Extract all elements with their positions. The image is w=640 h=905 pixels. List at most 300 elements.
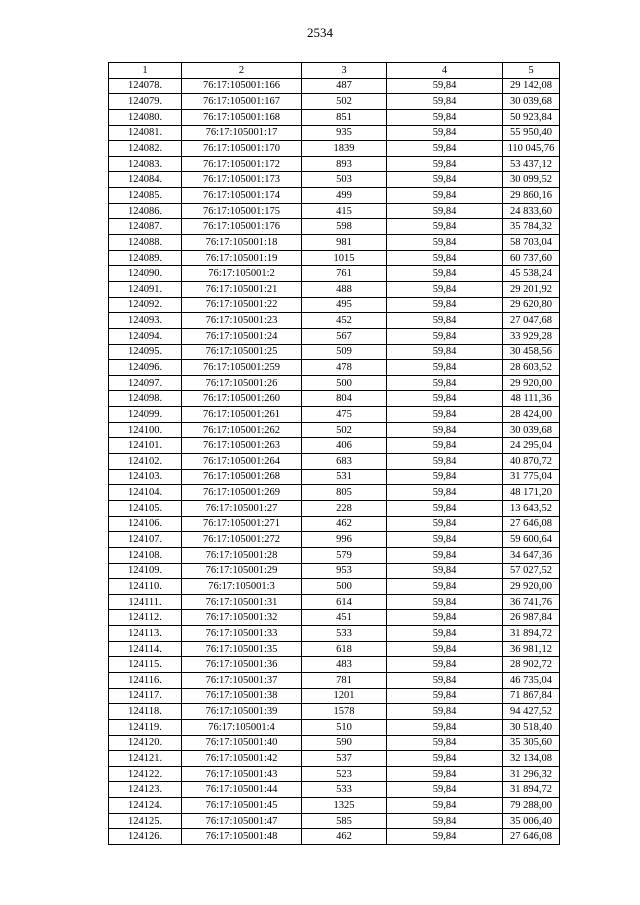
table-row	[109, 250, 560, 266]
row-number-cell: 124105.	[109, 500, 182, 516]
row-number-cell: 124118.	[109, 704, 182, 720]
row-number-cell: 124080.	[109, 109, 182, 125]
column-header: 4	[387, 63, 503, 79]
area-cell: 452	[302, 313, 387, 329]
column-header: 1	[109, 63, 182, 79]
value-cell: 50 923,84	[503, 109, 560, 125]
row-number-cell: 124100.	[109, 422, 182, 438]
value-cell: 36 741,76	[503, 594, 560, 610]
cadastral-number-cell: 76:17:105001:18	[182, 235, 302, 251]
value-cell: 31 894,72	[503, 626, 560, 642]
table-row	[109, 798, 560, 814]
rate-cell: 59,84	[387, 766, 503, 782]
row-number-cell: 124104.	[109, 485, 182, 501]
cadastral-number-cell: 76:17:105001:17	[182, 125, 302, 141]
rate-cell: 59,84	[387, 469, 503, 485]
row-number-cell: 124096.	[109, 360, 182, 376]
rate-cell: 59,84	[387, 188, 503, 204]
cadastral-number-cell: 76:17:105001:45	[182, 798, 302, 814]
rate-cell: 59,84	[387, 688, 503, 704]
area-cell: 487	[302, 78, 387, 94]
table-row	[109, 532, 560, 548]
cadastral-number-cell: 76:17:105001:172	[182, 156, 302, 172]
area-cell: 1839	[302, 141, 387, 157]
table-row	[109, 547, 560, 563]
rate-cell: 59,84	[387, 813, 503, 829]
rate-cell: 59,84	[387, 375, 503, 391]
rate-cell: 59,84	[387, 829, 503, 845]
value-cell: 28 603,52	[503, 360, 560, 376]
row-number-cell: 124102.	[109, 454, 182, 470]
row-number-cell: 124107.	[109, 532, 182, 548]
table-row	[109, 500, 560, 516]
rate-cell: 59,84	[387, 360, 503, 376]
area-cell: 510	[302, 719, 387, 735]
area-cell: 495	[302, 297, 387, 313]
table-row	[109, 266, 560, 282]
rate-cell: 59,84	[387, 563, 503, 579]
rate-cell: 59,84	[387, 798, 503, 814]
value-cell: 55 950,40	[503, 125, 560, 141]
table-row	[109, 641, 560, 657]
table-row	[109, 766, 560, 782]
area-cell: 500	[302, 579, 387, 595]
area-cell: 683	[302, 454, 387, 470]
table-row	[109, 125, 560, 141]
rate-cell: 59,84	[387, 704, 503, 720]
value-cell: 29 201,92	[503, 281, 560, 297]
area-cell: 451	[302, 610, 387, 626]
rate-cell: 59,84	[387, 626, 503, 642]
row-number-cell: 124120.	[109, 735, 182, 751]
area-cell: 851	[302, 109, 387, 125]
cadastral-number-cell: 76:17:105001:3	[182, 579, 302, 595]
table-row	[109, 563, 560, 579]
area-cell: 981	[302, 235, 387, 251]
value-cell: 46 735,04	[503, 672, 560, 688]
table-row	[109, 813, 560, 829]
page-number: 2534	[307, 25, 333, 40]
rate-cell: 59,84	[387, 219, 503, 235]
rate-cell: 59,84	[387, 344, 503, 360]
table-row	[109, 109, 560, 125]
rate-cell: 59,84	[387, 235, 503, 251]
table-row	[109, 141, 560, 157]
cadastral-number-cell: 76:17:105001:43	[182, 766, 302, 782]
table-row	[109, 751, 560, 767]
row-number-cell: 124112.	[109, 610, 182, 626]
row-number-cell: 124126.	[109, 829, 182, 845]
value-cell: 57 027,52	[503, 563, 560, 579]
row-number-cell: 124082.	[109, 141, 182, 157]
cadastral-number-cell: 76:17:105001:40	[182, 735, 302, 751]
rate-cell: 59,84	[387, 109, 503, 125]
area-cell: 1201	[302, 688, 387, 704]
row-number-cell: 124092.	[109, 297, 182, 313]
row-number-cell: 124106.	[109, 516, 182, 532]
rate-cell: 59,84	[387, 672, 503, 688]
row-number-cell: 124087.	[109, 219, 182, 235]
cadastral-number-cell: 76:17:105001:35	[182, 641, 302, 657]
value-cell: 33 929,28	[503, 328, 560, 344]
rate-cell: 59,84	[387, 610, 503, 626]
rate-cell: 59,84	[387, 719, 503, 735]
row-number-cell: 124115.	[109, 657, 182, 673]
table-row	[109, 438, 560, 454]
area-cell: 935	[302, 125, 387, 141]
cadastral-number-cell: 76:17:105001:33	[182, 626, 302, 642]
rate-cell: 59,84	[387, 407, 503, 423]
value-cell: 45 538,24	[503, 266, 560, 282]
row-number-cell: 124083.	[109, 156, 182, 172]
cadastral-number-cell: 76:17:105001:48	[182, 829, 302, 845]
value-cell: 34 647,36	[503, 547, 560, 563]
table-row	[109, 391, 560, 407]
area-cell: 415	[302, 203, 387, 219]
area-cell: 585	[302, 813, 387, 829]
area-cell: 502	[302, 94, 387, 110]
table-row	[109, 610, 560, 626]
area-cell: 1578	[302, 704, 387, 720]
table-body	[109, 78, 560, 844]
area-cell: 533	[302, 626, 387, 642]
cadastral-number-cell: 76:17:105001:2	[182, 266, 302, 282]
area-cell: 805	[302, 485, 387, 501]
area-cell: 509	[302, 344, 387, 360]
value-cell: 30 099,52	[503, 172, 560, 188]
rate-cell: 59,84	[387, 485, 503, 501]
value-cell: 26 987,84	[503, 610, 560, 626]
rate-cell: 59,84	[387, 297, 503, 313]
value-cell: 31 775,04	[503, 469, 560, 485]
data-table	[108, 62, 560, 845]
row-number-cell: 124122.	[109, 766, 182, 782]
value-cell: 79 288,00	[503, 798, 560, 814]
rate-cell: 59,84	[387, 641, 503, 657]
value-cell: 35 006,40	[503, 813, 560, 829]
table-row	[109, 235, 560, 251]
cadastral-number-cell: 76:17:105001:268	[182, 469, 302, 485]
rate-cell: 59,84	[387, 266, 503, 282]
area-cell: 893	[302, 156, 387, 172]
table-row	[109, 78, 560, 94]
value-cell: 48 111,36	[503, 391, 560, 407]
value-cell: 27 646,08	[503, 829, 560, 845]
area-cell: 500	[302, 375, 387, 391]
area-cell: 523	[302, 766, 387, 782]
cadastral-number-cell: 76:17:105001:264	[182, 454, 302, 470]
cadastral-number-cell: 76:17:105001:269	[182, 485, 302, 501]
row-number-cell: 124094.	[109, 328, 182, 344]
rate-cell: 59,84	[387, 657, 503, 673]
rate-cell: 59,84	[387, 532, 503, 548]
row-number-cell: 124079.	[109, 94, 182, 110]
row-number-cell: 124099.	[109, 407, 182, 423]
row-number-cell: 124121.	[109, 751, 182, 767]
table-header-row	[109, 63, 560, 79]
value-cell: 35 784,32	[503, 219, 560, 235]
table-row	[109, 344, 560, 360]
cadastral-number-cell: 76:17:105001:4	[182, 719, 302, 735]
area-cell: 804	[302, 391, 387, 407]
rate-cell: 59,84	[387, 78, 503, 94]
area-cell: 533	[302, 782, 387, 798]
cadastral-number-cell: 76:17:105001:39	[182, 704, 302, 720]
rate-cell: 59,84	[387, 203, 503, 219]
table-row	[109, 594, 560, 610]
value-cell: 27 047,68	[503, 313, 560, 329]
row-number-cell: 124123.	[109, 782, 182, 798]
table-row	[109, 407, 560, 423]
area-cell: 579	[302, 547, 387, 563]
row-number-cell: 124078.	[109, 78, 182, 94]
value-cell: 94 427,52	[503, 704, 560, 720]
table-row	[109, 422, 560, 438]
cadastral-number-cell: 76:17:105001:166	[182, 78, 302, 94]
row-number-cell: 124089.	[109, 250, 182, 266]
table-row	[109, 328, 560, 344]
area-cell: 590	[302, 735, 387, 751]
value-cell: 28 424,00	[503, 407, 560, 423]
value-cell: 29 620,80	[503, 297, 560, 313]
area-cell: 537	[302, 751, 387, 767]
value-cell: 24 295,04	[503, 438, 560, 454]
cadastral-number-cell: 76:17:105001:27	[182, 500, 302, 516]
cadastral-number-cell: 76:17:105001:175	[182, 203, 302, 219]
value-cell: 58 703,04	[503, 235, 560, 251]
cadastral-number-cell: 76:17:105001:28	[182, 547, 302, 563]
table-row	[109, 626, 560, 642]
cadastral-number-cell: 76:17:105001:37	[182, 672, 302, 688]
rate-cell: 59,84	[387, 594, 503, 610]
row-number-cell: 124091.	[109, 281, 182, 297]
table-row	[109, 469, 560, 485]
table-row	[109, 454, 560, 470]
rate-cell: 59,84	[387, 172, 503, 188]
area-cell: 996	[302, 532, 387, 548]
value-cell: 29 920,00	[503, 579, 560, 595]
rate-cell: 59,84	[387, 313, 503, 329]
cadastral-number-cell: 76:17:105001:44	[182, 782, 302, 798]
value-cell: 36 981,12	[503, 641, 560, 657]
rate-cell: 59,84	[387, 454, 503, 470]
column-header: 5	[503, 63, 560, 79]
table-row	[109, 485, 560, 501]
value-cell: 53 437,12	[503, 156, 560, 172]
area-cell: 462	[302, 516, 387, 532]
rate-cell: 59,84	[387, 735, 503, 751]
table-row	[109, 657, 560, 673]
value-cell: 40 870,72	[503, 454, 560, 470]
value-cell: 24 833,60	[503, 203, 560, 219]
area-cell: 598	[302, 219, 387, 235]
table-row	[109, 704, 560, 720]
cadastral-number-cell: 76:17:105001:36	[182, 657, 302, 673]
table-row	[109, 688, 560, 704]
cadastral-number-cell: 76:17:105001:260	[182, 391, 302, 407]
value-cell: 30 518,40	[503, 719, 560, 735]
area-cell: 483	[302, 657, 387, 673]
table-row	[109, 219, 560, 235]
cadastral-number-cell: 76:17:105001:38	[182, 688, 302, 704]
rate-cell: 59,84	[387, 500, 503, 516]
row-number-cell: 124101.	[109, 438, 182, 454]
cadastral-number-cell: 76:17:105001:259	[182, 360, 302, 376]
row-number-cell: 124098.	[109, 391, 182, 407]
value-cell: 29 860,16	[503, 188, 560, 204]
cadastral-number-cell: 76:17:105001:168	[182, 109, 302, 125]
row-number-cell: 124093.	[109, 313, 182, 329]
rate-cell: 59,84	[387, 156, 503, 172]
area-cell: 499	[302, 188, 387, 204]
rate-cell: 59,84	[387, 94, 503, 110]
area-cell: 781	[302, 672, 387, 688]
cadastral-number-cell: 76:17:105001:173	[182, 172, 302, 188]
value-cell: 27 646,08	[503, 516, 560, 532]
row-number-cell: 124086.	[109, 203, 182, 219]
value-cell: 48 171,20	[503, 485, 560, 501]
table-row	[109, 719, 560, 735]
cadastral-number-cell: 76:17:105001:24	[182, 328, 302, 344]
column-header: 2	[182, 63, 302, 79]
row-number-cell: 124088.	[109, 235, 182, 251]
area-cell: 953	[302, 563, 387, 579]
cadastral-number-cell: 76:17:105001:271	[182, 516, 302, 532]
area-cell: 462	[302, 829, 387, 845]
rate-cell: 59,84	[387, 516, 503, 532]
table-row	[109, 829, 560, 845]
area-cell: 761	[302, 266, 387, 282]
cadastral-number-cell: 76:17:105001:167	[182, 94, 302, 110]
rate-cell: 59,84	[387, 751, 503, 767]
area-cell: 567	[302, 328, 387, 344]
row-number-cell: 124084.	[109, 172, 182, 188]
row-number-cell: 124125.	[109, 813, 182, 829]
row-number-cell: 124081.	[109, 125, 182, 141]
cadastral-number-cell: 76:17:105001:29	[182, 563, 302, 579]
rate-cell: 59,84	[387, 141, 503, 157]
rate-cell: 59,84	[387, 391, 503, 407]
cadastral-number-cell: 76:17:105001:272	[182, 532, 302, 548]
rate-cell: 59,84	[387, 547, 503, 563]
value-cell: 29 142,08	[503, 78, 560, 94]
area-cell: 228	[302, 500, 387, 516]
area-cell: 614	[302, 594, 387, 610]
cadastral-number-cell: 76:17:105001:47	[182, 813, 302, 829]
cadastral-number-cell: 76:17:105001:261	[182, 407, 302, 423]
rate-cell: 59,84	[387, 782, 503, 798]
row-number-cell: 124109.	[109, 563, 182, 579]
value-cell: 30 458,56	[503, 344, 560, 360]
cadastral-number-cell: 76:17:105001:31	[182, 594, 302, 610]
rate-cell: 59,84	[387, 328, 503, 344]
table-row	[109, 188, 560, 204]
area-cell: 475	[302, 407, 387, 423]
cadastral-number-cell: 76:17:105001:26	[182, 375, 302, 391]
row-number-cell: 124113.	[109, 626, 182, 642]
row-number-cell: 124097.	[109, 375, 182, 391]
table-row	[109, 203, 560, 219]
cadastral-number-cell: 76:17:105001:174	[182, 188, 302, 204]
cadastral-number-cell: 76:17:105001:25	[182, 344, 302, 360]
value-cell: 13 643,52	[503, 500, 560, 516]
cadastral-number-cell: 76:17:105001:263	[182, 438, 302, 454]
row-number-cell: 124124.	[109, 798, 182, 814]
row-number-cell: 124117.	[109, 688, 182, 704]
area-cell: 502	[302, 422, 387, 438]
column-header: 3	[302, 63, 387, 79]
cadastral-number-cell: 76:17:105001:32	[182, 610, 302, 626]
cadastral-number-cell: 76:17:105001:21	[182, 281, 302, 297]
table-row	[109, 313, 560, 329]
cadastral-number-cell: 76:17:105001:170	[182, 141, 302, 157]
rate-cell: 59,84	[387, 422, 503, 438]
cadastral-number-cell: 76:17:105001:23	[182, 313, 302, 329]
table-row	[109, 516, 560, 532]
rate-cell: 59,84	[387, 438, 503, 454]
value-cell: 31 296,32	[503, 766, 560, 782]
area-cell: 478	[302, 360, 387, 376]
table-row	[109, 156, 560, 172]
area-cell: 488	[302, 281, 387, 297]
value-cell: 59 600,64	[503, 532, 560, 548]
table-row	[109, 672, 560, 688]
table-row	[109, 360, 560, 376]
rate-cell: 59,84	[387, 579, 503, 595]
row-number-cell: 124090.	[109, 266, 182, 282]
row-number-cell: 124116.	[109, 672, 182, 688]
value-cell: 71 867,84	[503, 688, 560, 704]
value-cell: 29 920,00	[503, 375, 560, 391]
table-row	[109, 782, 560, 798]
row-number-cell: 124095.	[109, 344, 182, 360]
rate-cell: 59,84	[387, 125, 503, 141]
row-number-cell: 124114.	[109, 641, 182, 657]
cadastral-number-cell: 76:17:105001:19	[182, 250, 302, 266]
cadastral-number-cell: 76:17:105001:22	[182, 297, 302, 313]
value-cell: 35 305,60	[503, 735, 560, 751]
cadastral-number-cell: 76:17:105001:176	[182, 219, 302, 235]
value-cell: 32 134,08	[503, 751, 560, 767]
rate-cell: 59,84	[387, 250, 503, 266]
table-row	[109, 579, 560, 595]
value-cell: 30 039,68	[503, 422, 560, 438]
value-cell: 60 737,60	[503, 250, 560, 266]
table-row	[109, 297, 560, 313]
row-number-cell: 124110.	[109, 579, 182, 595]
area-cell: 1325	[302, 798, 387, 814]
rate-cell: 59,84	[387, 281, 503, 297]
area-cell: 1015	[302, 250, 387, 266]
row-number-cell: 124108.	[109, 547, 182, 563]
cadastral-number-cell: 76:17:105001:262	[182, 422, 302, 438]
row-number-cell: 124119.	[109, 719, 182, 735]
area-cell: 503	[302, 172, 387, 188]
value-cell: 31 894,72	[503, 782, 560, 798]
row-number-cell: 124103.	[109, 469, 182, 485]
table-row	[109, 375, 560, 391]
row-number-cell: 124085.	[109, 188, 182, 204]
table-row	[109, 94, 560, 110]
cadastral-number-cell: 76:17:105001:42	[182, 751, 302, 767]
table-row	[109, 735, 560, 751]
table-row	[109, 172, 560, 188]
table-row	[109, 281, 560, 297]
area-cell: 406	[302, 438, 387, 454]
value-cell: 30 039,68	[503, 94, 560, 110]
area-cell: 618	[302, 641, 387, 657]
row-number-cell: 124111.	[109, 594, 182, 610]
